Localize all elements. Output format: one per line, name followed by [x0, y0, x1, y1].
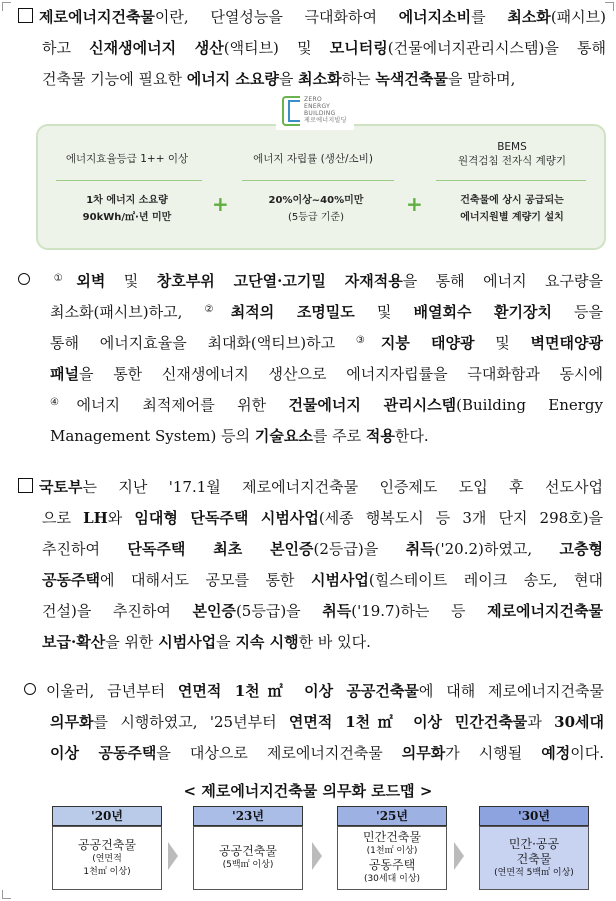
text-run: 하는 — [341, 70, 376, 88]
arrow-right-icon — [312, 842, 322, 870]
text-line — [18, 390, 603, 421]
text-line — [18, 297, 603, 328]
text-run: 가 시행될 — [445, 744, 542, 762]
text-line — [18, 2, 606, 33]
divider — [56, 180, 202, 181]
section-zeb-definition — [18, 2, 606, 95]
text-run: 에너지소비 — [398, 8, 472, 26]
page-corner-mark — [2, 890, 11, 899]
plus-icon: + — [406, 192, 423, 216]
text-run: 에 대해서도 공모를 통한 — [99, 571, 311, 589]
text-run: 연면적 1천㎡ 이상 공공건축물 — [177, 682, 419, 700]
divider — [436, 180, 586, 181]
zeb-logo-text: ZERO ENERGY BUILDING 제로에너지빌딩 — [304, 96, 347, 124]
text-run: 지붕 태양광 — [380, 334, 475, 352]
text-run: 한 바 있다. — [298, 633, 371, 651]
text-run: (세종 행복도시 등 3개 단지 298호)을 — [318, 509, 603, 527]
text-run: (5등급)을 — [235, 602, 323, 620]
col2-heading: 에너지 자립률 (생산/소비) — [253, 153, 373, 165]
text-run: 및 — [474, 334, 531, 352]
stage-sub: (연면적 — [92, 853, 122, 864]
col1-line: 1차 에너지 소요량 — [86, 195, 168, 206]
text-run: 으로 — [42, 509, 84, 527]
stage-main: 공공건축물 — [78, 837, 136, 852]
zeb-logo — [276, 90, 354, 130]
text-run: 를 — [471, 8, 508, 26]
text-run: 녹색건축물 — [375, 70, 448, 88]
text-line — [18, 503, 603, 534]
text-run: 을 — [278, 70, 299, 88]
text-run: 통해 에너지효율을 최대화(액티브)하고 — [50, 334, 356, 352]
roadmap-stage-2023 — [193, 826, 303, 890]
roadmap-year-2020: '20년 — [52, 806, 162, 826]
term-zeb: 제로에너지건축물 — [39, 8, 155, 26]
text-run: 의무화 — [401, 744, 446, 762]
text-run: 하고 — [42, 39, 90, 57]
arrow-right-icon — [168, 842, 178, 870]
text-run: 최소화 — [507, 8, 551, 26]
text-run: (힐스테이트 레이크 송도, 현대 — [368, 571, 603, 589]
text-run: 적용 — [365, 427, 395, 445]
stage-main: 공동주택 — [368, 858, 416, 872]
roadmap-title: < 제로에너지건축물 의무화 로드맵 > — [183, 782, 433, 800]
text-run: 창호부위 고단열·고기밀 자재적용 — [156, 272, 403, 290]
text-run: 지속 시행 — [235, 633, 299, 651]
col3-line: 에너지원별 계량기 설치 — [460, 212, 564, 223]
text-run: (Building Energy — [456, 396, 603, 414]
stage-sub: (5백㎡ 이상) — [222, 860, 274, 870]
text-run: 과 — [527, 713, 555, 731]
text-line — [18, 359, 603, 390]
text-run: 는 지난 '17.1월 제로에너지건축물 인증제도 도입 후 선도사업 — [82, 478, 603, 496]
text-run: 시범사업 — [310, 571, 369, 589]
stage-sub: (연면적 5백㎡ 이상) — [494, 867, 574, 878]
text-run: Management System) 등의 — [50, 427, 255, 445]
checkbox-bullet-icon — [18, 8, 33, 23]
zeb-logo-mark-icon — [288, 100, 300, 122]
text-run: 을 위한 — [105, 633, 159, 651]
text-run: 취득 — [405, 540, 435, 558]
text-line — [18, 627, 603, 658]
text-run: 임대형 단독주택 시범사업 — [134, 509, 319, 527]
text-run: (액티브) 및 — [223, 39, 330, 57]
text-run: 을 말하며, — [447, 70, 516, 88]
text-run: 신재생에너지 생산 — [89, 39, 224, 57]
text-line — [18, 596, 603, 627]
text-run: (2등급)을 — [313, 540, 406, 558]
text-run: 30세대 — [554, 713, 604, 731]
text-run: 을 대상으로 제로에너지건축물 — [156, 744, 402, 762]
text-run: 을 통한 신재생에너지 생산으로 에너지자립률을 극대화함과 동시에 — [78, 365, 603, 383]
col2-line: 20%이상~40%미만 — [268, 195, 364, 206]
circle-bullet-icon — [24, 683, 36, 695]
text-line — [18, 472, 603, 503]
footnote-number: ④ — [50, 397, 77, 408]
col1-heading: 에너지효율등급 1++ 이상 — [65, 153, 189, 165]
col3-heading-line: BEMS — [497, 141, 527, 153]
text-run: 단독주택 최초 본인증 — [127, 540, 314, 558]
text-line — [24, 707, 604, 738]
stage-main: 공공건축물 — [219, 844, 277, 858]
text-run: 및 — [354, 303, 414, 321]
section-technology — [18, 266, 603, 452]
text-run: 에 대해 제로에너지건축물 — [418, 682, 604, 700]
text-run: 패널 — [50, 365, 79, 383]
col3-heading — [434, 140, 590, 168]
text-run: 본인증 — [192, 602, 236, 620]
text-line — [24, 676, 604, 707]
text-run: 최적의 조명밀도 — [230, 303, 355, 321]
text-run: 에너지 소요량 — [186, 70, 279, 88]
col3-body — [434, 192, 590, 226]
roadmap-year-2025: '25년 — [337, 806, 447, 826]
text-run: 한다. — [394, 427, 429, 445]
text-run: LH — [83, 509, 108, 527]
text-run: 이울러, 금년부터 — [46, 682, 178, 700]
roadmap-stage-2030 — [479, 826, 589, 890]
text-line — [24, 738, 604, 769]
roadmap-stage-2020 — [52, 826, 162, 890]
text-run: 국토부 — [39, 478, 83, 496]
col1-line: 90kWh/㎡·년 미만 — [82, 212, 172, 223]
text-run: 기술요소 — [254, 427, 313, 445]
text-run: ('20.2)하였고, — [434, 540, 560, 558]
text-run: 및 — [105, 272, 157, 290]
stage-sub: 1천㎡ 이상) — [83, 866, 131, 877]
text-line — [18, 565, 603, 596]
text-run: 제로에너지건축물 — [487, 602, 603, 620]
text-run: 등을 — [551, 303, 603, 321]
plus-icon: + — [212, 192, 229, 216]
arrow-right-icon — [454, 842, 464, 870]
text-run: 추진하여 — [42, 540, 128, 558]
text-run: 배열회수 환기장치 — [413, 303, 552, 321]
text-run: (패시브) — [550, 8, 606, 26]
text-run: 의무화 — [50, 713, 94, 731]
text-run: 공동주택 — [42, 571, 100, 589]
zeb-criteria-panel — [36, 124, 606, 250]
roadmap-year-2030: '30년 — [479, 806, 589, 826]
text-run: 에너지 최적제어를 위한 — [76, 396, 289, 414]
text-run: 고층형 — [559, 540, 603, 558]
text-run: 보급·확산 — [42, 633, 106, 651]
divider — [242, 180, 394, 181]
text-run: 을 통해 에너지 요구량을 — [402, 272, 603, 290]
text-line — [18, 266, 603, 297]
text-run: 벽면태양광 — [530, 334, 603, 352]
text-run: 이상 공동주택 — [50, 744, 157, 762]
col3-line: 건축물에 상시 공급되는 — [460, 195, 564, 206]
stage-main: 건축물 — [516, 851, 552, 866]
text-line — [18, 328, 603, 359]
col1-body — [52, 192, 202, 226]
text-line — [18, 33, 606, 64]
stage-sub: (1천㎡ 이상) — [366, 846, 418, 856]
col3-heading-line: 원격검침 전자식 계량기 — [457, 155, 567, 167]
text-run: 건물에너지 관리시스템 — [288, 396, 457, 414]
circle-bullet-icon — [18, 273, 30, 285]
roadmap-stage-2025 — [337, 826, 447, 890]
col2-body — [238, 192, 394, 226]
stage-sub: (30세대 이상) — [363, 874, 421, 884]
page-corner-mark — [2, 2, 11, 11]
stage-main: 민간·공공 — [508, 836, 560, 851]
footnote-number: ③ — [355, 335, 381, 346]
text-run: 건축물 기능에 필요한 — [42, 70, 187, 88]
footnote-number: ② — [204, 304, 231, 315]
text-run: 이란, 단열성능을 극대화하여 — [154, 8, 399, 26]
stage-main: 민간건축물 — [363, 830, 421, 844]
col2-line: (5등급 기준) — [288, 212, 344, 223]
page-corner-mark — [605, 2, 614, 11]
text-run: (건물에너지관리시스템)을 통해 — [387, 39, 606, 57]
text-run: 예정 — [541, 744, 571, 762]
section-pilot-projects — [18, 472, 603, 658]
roadmap-year-2023: '23년 — [193, 806, 303, 826]
text-run: 외벽 — [76, 272, 106, 290]
text-run: 를 시행하였고, '25년부터 — [93, 713, 289, 731]
text-run: 이다. — [570, 744, 604, 762]
section-mandate — [24, 676, 604, 769]
text-line — [18, 421, 603, 452]
text-run: 모니터링 — [329, 39, 388, 57]
text-run: 최소화 — [298, 70, 342, 88]
text-run: 연면적 1천㎡ 이상 민간건축물 — [288, 713, 528, 731]
text-run: 시범사업 — [158, 633, 217, 651]
text-run: 취득 — [322, 602, 352, 620]
text-line — [18, 534, 603, 565]
text-run: 건설)을 추진하여 — [42, 602, 193, 620]
text-run: 최소화(패시브)하고, — [50, 303, 205, 321]
checkbox-bullet-icon — [18, 478, 33, 493]
footnote-number: ① — [40, 273, 77, 284]
text-run: 와 — [107, 509, 135, 527]
text-run: 를 주로 — [312, 427, 366, 445]
text-run: 을 — [216, 633, 236, 651]
text-run: ('19.7)하는 등 — [351, 602, 488, 620]
